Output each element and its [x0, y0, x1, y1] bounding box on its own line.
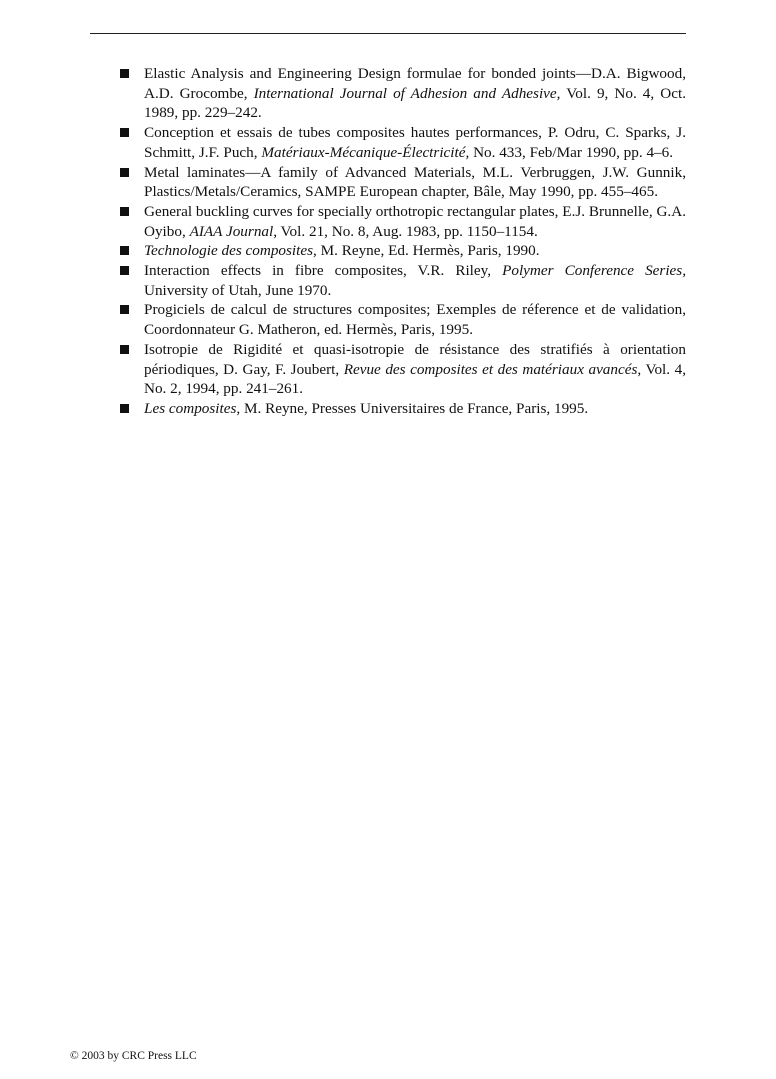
reference-text: General buckling curves for specially orthotropic rectangular plates, E.J. Brunnelle, G.A. Oyibo,	[144, 202, 686, 240]
reference-item	[118, 123, 686, 162]
square-bullet-icon	[120, 69, 129, 78]
reference-italic-text: Matériaux-Mécanique-Électricité,	[261, 143, 470, 161]
square-bullet-icon	[120, 345, 129, 354]
reference-item	[118, 241, 686, 261]
reference-text: M. Reyne, Presses Universitaires de France, Paris, 1995.	[240, 399, 589, 417]
reference-text: University of Utah, June 1970.	[144, 281, 332, 299]
reference-text: Progiciels de calcul de structures composites; Exemples de réference et de validation, Coordonnateur G. Matheron, ed. Hermès, Paris, 1995.	[144, 301, 686, 339]
reference-text: Interaction effects in fibre composites, V.R. Riley,	[144, 262, 503, 280]
reference-item	[118, 202, 686, 241]
square-bullet-icon	[120, 128, 129, 137]
header-rule	[90, 33, 686, 34]
reference-text: M. Reyne, Ed. Hermès, Paris, 1990.	[316, 242, 540, 260]
reference-text: Vol. 9, No. 4, Oct. 1989, pp. 229–242.	[144, 84, 686, 122]
reference-text: Isotropie de Rigidité et quasi-isotropie de résistance des stratifiés à orientation périodiques, D. Gay, F. Joubert,	[144, 340, 686, 378]
reference-text: Metal laminates—A family of Advanced Materials, M.L. Verbruggen, J.W. Gunnik, Plastics/Metals/Ceramics, SAMPE European chapter, Bâle, May 1990, pp. 455–465.	[144, 163, 686, 201]
reference-item	[118, 300, 686, 339]
square-bullet-icon	[120, 207, 129, 216]
reference-list	[118, 64, 686, 419]
reference-text: Conception et essais de tubes composites hautes performances, P. Odru, C. Sparks, J. Schmitt, J.F. Puch,	[144, 124, 686, 161]
reference-italic-text: Polymer Conference Series,	[502, 262, 686, 280]
reference-item	[118, 163, 686, 202]
square-bullet-icon	[120, 305, 129, 314]
reference-italic-text: Revue des composites et des matériaux avancés	[343, 360, 638, 378]
square-bullet-icon	[120, 168, 129, 177]
reference-item	[118, 340, 686, 399]
square-bullet-icon	[120, 246, 129, 255]
square-bullet-icon	[120, 266, 129, 275]
reference-italic-text: Technologie des composites,	[144, 242, 317, 260]
reference-text: Elastic Analysis and Engineering Design formulae for bonded joints—D.A. Bigwood, A.D. Grocombe,	[144, 65, 686, 102]
reference-italic-text: International Journal of Adhesion and Adhesive,	[253, 84, 561, 102]
reference-item	[118, 64, 686, 123]
square-bullet-icon	[120, 404, 129, 413]
copyright-footer: © 2003 by CRC Press LLC	[70, 1050, 197, 1062]
reference-italic-text: Les composites,	[144, 399, 241, 417]
reference-italic-text: AIAA Journal	[189, 222, 274, 240]
reference-item	[118, 261, 686, 300]
reference-item	[118, 399, 686, 419]
reference-text: , Vol. 21, No. 8, Aug. 1983, pp. 1150–1154.	[273, 222, 538, 240]
reference-text: , Vol. 4, No. 2, 1994, pp. 241–261.	[144, 360, 686, 398]
reference-text: No. 433, Feb/Mar 1990, pp. 4–6.	[469, 143, 674, 161]
